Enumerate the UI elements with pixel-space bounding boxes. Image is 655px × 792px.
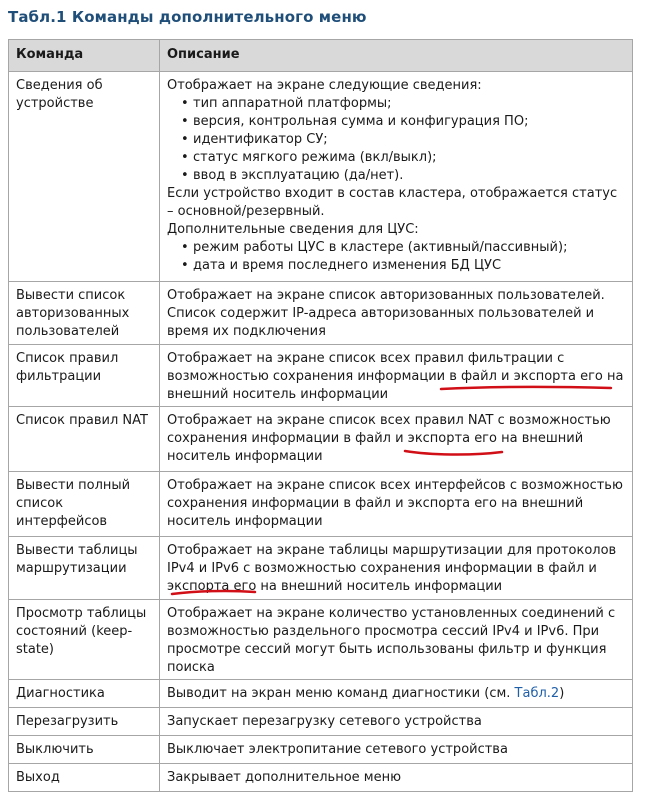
list-item: • статус мягкого режима (вкл/выкл); [181,149,626,167]
table-row [9,72,633,282]
description-cell [160,72,633,282]
description-cell: Отображает на экране список всех интерфейсов с возможностью сохранения информации в файл и экспорта его на внешний носитель информации [160,472,633,537]
command-cell: Диагностика [9,680,160,708]
command-cell: Вывести полный список интерфейсов [9,472,160,537]
description-cell: Закрывает дополнительное меню [160,764,633,792]
command-cell: Сведения об устройстве [9,72,160,282]
table-row [9,472,633,537]
description-cell: Отображает на экране список всех правил NAT с возможностью сохранения информации в файл и экспорта его на внешний носитель информации [160,407,633,472]
command-cell: Выход [9,764,160,792]
list-item: • режим работы ЦУС в кластере (активный/пассивный); [181,239,626,257]
description-intro: Отображает на экране следующие сведения: [167,78,482,93]
list-item: • идентификатор СУ; [181,131,626,149]
table-reference-link[interactable]: Табл.2 [514,686,560,701]
table-row [9,407,633,472]
command-cell: Вывести список авторизованных пользователей [9,282,160,345]
description-cell: Отображает на экране количество установленных соединений с возможностью раздельного просмотра сессий IPv4 и IPv6. При просмотре сессий могут быть использованы фильтр и функция поиска [160,600,633,680]
command-cell: Перезагрузить [9,708,160,736]
description-text: Выводит на экран меню команд диагностики (см. [167,686,515,701]
list-item: • ввод в эксплуатацию (да/нет). [181,167,626,185]
table-row [9,736,633,764]
table-row [9,600,633,680]
table-header-row [9,40,633,72]
description-cell [160,680,633,708]
command-cell: Вывести таблицы маршрутизации [9,537,160,600]
table-row [9,282,633,345]
table-row [9,680,633,708]
table-row [9,708,633,736]
command-cell: Выключить [9,736,160,764]
description-text-end: ) [559,686,565,701]
bullet-list [167,95,626,185]
description-cell: Отображает на экране таблицы маршрутизации для протоколов IPv4 и IPv6 с возможностью сохранения информации в файл и экспорта его на внешний носитель информации [160,537,633,600]
cluster-note: Если устройство входит в состав кластера, отображается статус – основной/резервный. [167,186,618,219]
description-cell: Отображает на экране список авторизованных пользователей. Список содержит IP-адреса авторизованных пользователей и время их подключения [160,282,633,345]
extra-title: Дополнительные сведения для ЦУС: [167,222,419,237]
list-item: • тип аппаратной платформы; [181,95,626,113]
table-row [9,764,633,792]
list-item: • дата и время последнего изменения БД ЦУС [181,257,626,275]
table-row [9,537,633,600]
command-cell: Просмотр таблицы состояний (keep-state) [9,600,160,680]
command-cell: Список правил NAT [9,407,160,472]
commands-table [8,39,633,792]
column-header-description: Описание [160,40,633,72]
table-caption: Табл.1 Команды дополнительного меню [8,8,367,26]
list-item: • версия, контрольная сумма и конфигурация ПО; [181,113,626,131]
command-cell: Список правил фильтрации [9,345,160,407]
table-row [9,345,633,407]
bullet-list [167,239,626,275]
description-cell: Выключает электропитание сетевого устройства [160,736,633,764]
description-cell: Отображает на экране список всех правил фильтрации с возможностью сохранения информации в файл и экспорта его на внешний носитель информации [160,345,633,407]
column-header-command: Команда [9,40,160,72]
description-cell: Запускает перезагрузку сетевого устройства [160,708,633,736]
